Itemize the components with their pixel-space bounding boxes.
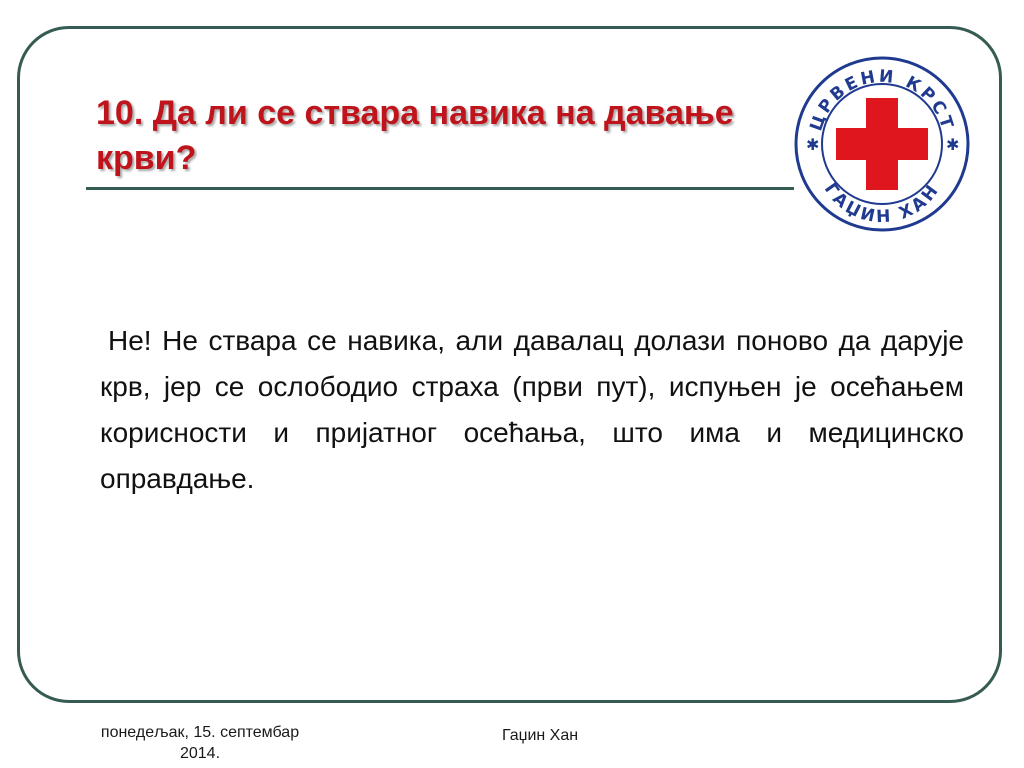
title-divider — [86, 187, 794, 190]
logo-top-text: ЦРВЕНИ КРСТ — [806, 66, 958, 134]
slide-title: 10. Да ли се ствара навика на давање крви? — [96, 94, 734, 177]
red-cross-logo — [790, 52, 974, 236]
footer-date: понедељак, 15. септембар 2014. — [100, 724, 300, 762]
slide-body-text — [100, 318, 964, 502]
logo-star-right-icon: ✱ — [946, 135, 960, 154]
footer-location: Гаџин Хан — [501, 727, 579, 744]
logo-bottom-text: ГАЏИН ХАН — [819, 179, 945, 228]
body-paragraph: Не! Не ствара се навика, али давалац долази поново да дарује крв, јер се ослободио страха (први пут), испуњен је осећањем корисности и пријатног осећања, што има и медицинско оправдање. — [100, 325, 964, 494]
logo-star-left-icon: ✱ — [806, 135, 820, 154]
